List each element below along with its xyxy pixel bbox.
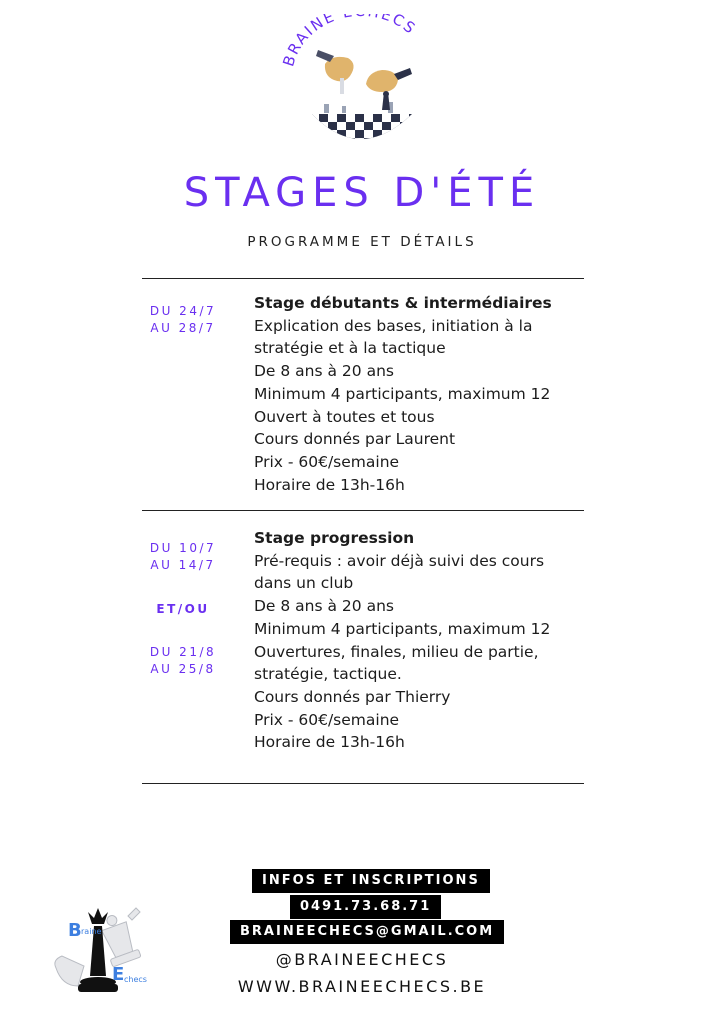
stage2-line: Cours donnés par Thierry [254,687,451,706]
stage1-line: Minimum 4 participants, maximum 12 [254,384,551,403]
stage1-line: Prix - 60€/semaine [254,452,400,471]
stage1-line: Horaire de 13h-16h [254,475,405,494]
braine-echecs-logo [270,14,450,154]
stage1-details [254,292,584,496]
divider [142,783,584,784]
stage2-date-from-1: DU 10/7 [149,541,217,555]
stage1-date-to: AU 28/7 [150,321,216,335]
logo2-rest-b: raine [81,927,102,936]
contact-website[interactable]: WWW.BRAINEECHECS.BE [237,977,487,996]
stage1-line: Cours donnés par Laurent [254,430,456,449]
stage2-line: Prix - 60€/semaine [254,710,400,729]
logo2-rest-e: checs [124,975,147,984]
stage2-line: dans un club [254,574,354,593]
stage2-date-from-2: DU 21/8 [149,645,217,659]
stage2-line: De 8 ans à 20 ans [254,597,394,616]
chess-queen-icon [48,896,158,1006]
page-title: STAGES D'ÉTÉ [183,170,541,216]
logo2-letter-b: B [68,920,82,941]
divider [142,278,584,279]
stage2-date-to-2: AU 25/8 [150,662,216,676]
logo2-letter-e: E [112,964,125,985]
stage2-line: Minimum 4 participants, maximum 12 [254,619,551,638]
braine-echecs-logo-small [48,896,158,1006]
stage1-heading: Stage débutants & intermédiaires [254,294,552,312]
stage2-or-label: ET/OU [156,602,210,616]
stage2-line: Ouvertures, finales, milieu de partie, [254,642,539,661]
stage2-heading: Stage progression [254,529,415,547]
contact-label: INFOS ET INSCRIPTIONS [252,869,490,893]
stage1-line: De 8 ans à 20 ans [254,362,394,381]
contact-social[interactable]: @BRAINEECHECS [275,950,449,969]
stage1-line: Explication des bases, initiation à la [254,316,533,335]
logo-text: BRAINE ECS [279,14,420,69]
stage2-line: stratégie, tactique. [254,665,402,684]
stage2-details [254,527,584,754]
stage2-line: Pré-requis : avoir déjà suivi des cours [254,551,545,570]
stage1-line: stratégie et à la tactique [254,339,446,358]
stage2-date-to-1: AU 14/7 [150,558,216,572]
stage2-line: Horaire de 13h-16h [254,733,405,752]
chess-hands-icon [270,14,450,154]
stage1-line: Ouvert à toutes et tous [254,407,435,426]
contact-email[interactable]: BRAINEECHECS@GMAIL.COM [230,920,504,944]
page-subtitle: PROGRAMME ET DÉTAILS [247,234,477,250]
divider [142,510,584,511]
contact-phone[interactable]: 0491.73.68.71 [290,895,441,919]
stage1-date-from: DU 24/7 [149,304,217,318]
